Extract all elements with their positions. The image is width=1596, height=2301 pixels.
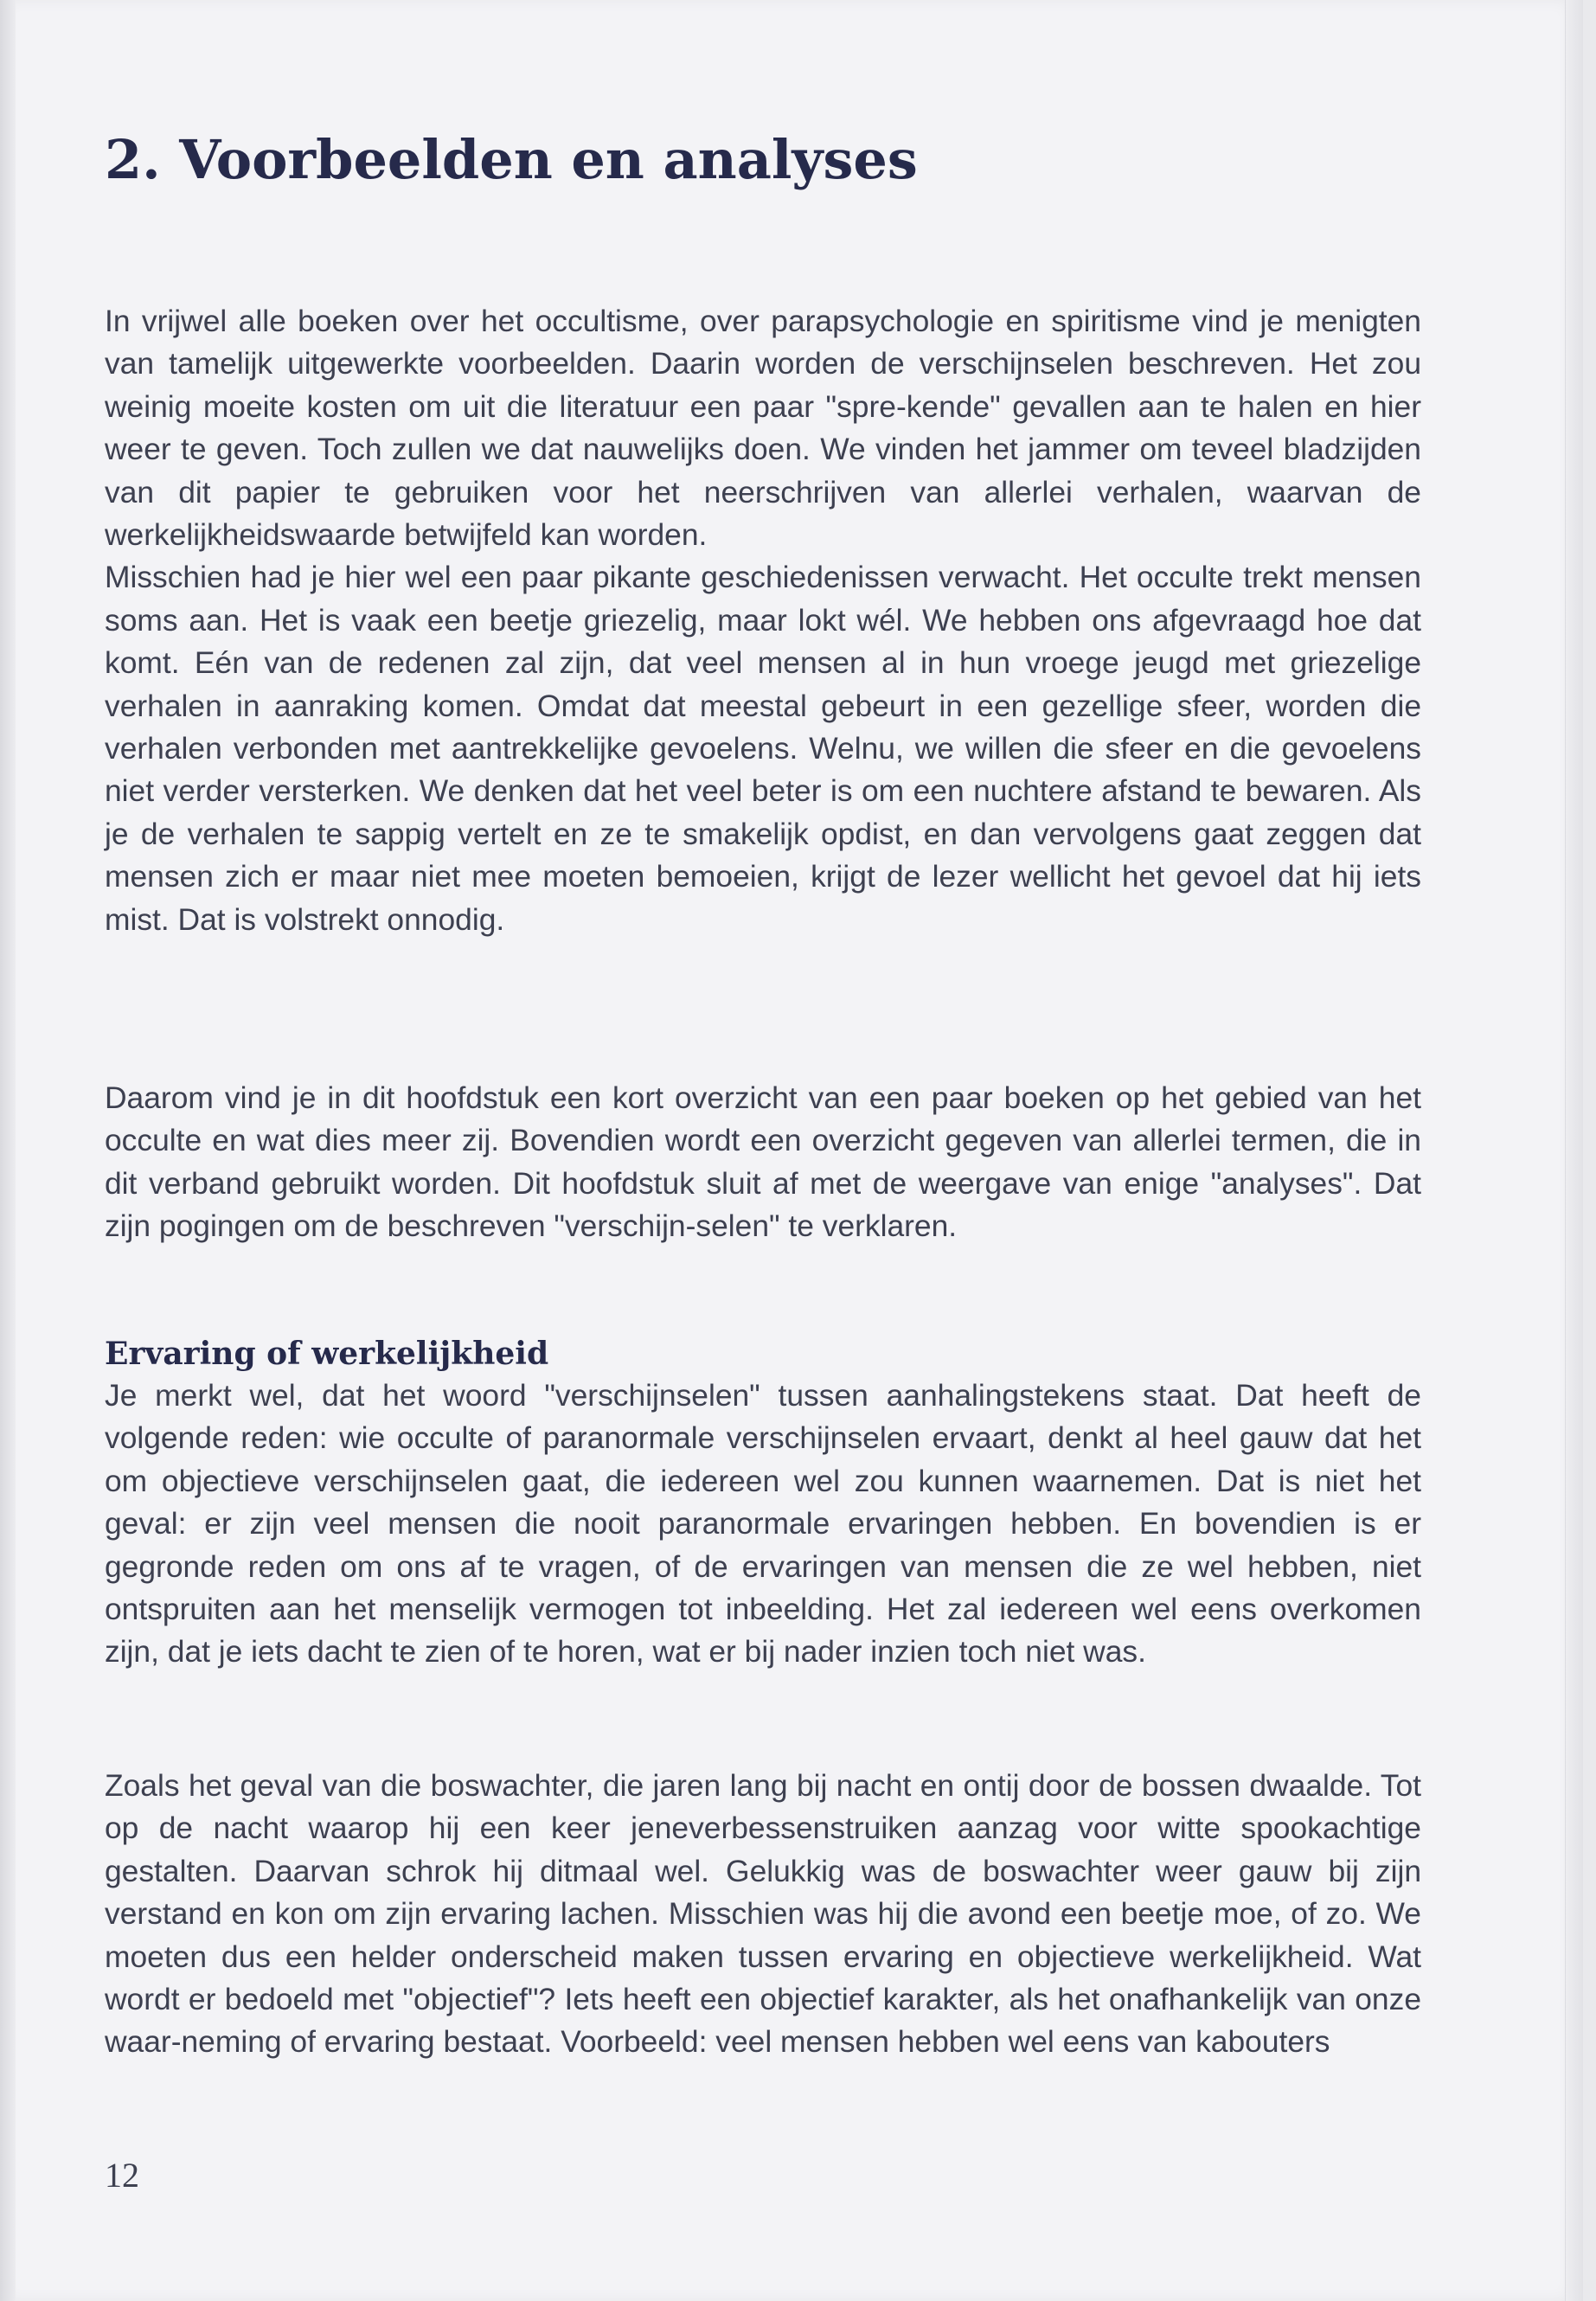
overview-text-block — [105, 1077, 1421, 1248]
chapter-title: 2. Voorbeelden en analyses — [105, 128, 918, 191]
paragraph-2: Misschien had je hier wel een paar pikante geschiedenissen verwacht. Het occulte trekt mensen soms aan. Het is vaak een beetje griezelig, maar lokt wél. We hebben ons afgevraagd hoe dat komt. Eén van de redenen zal zijn, dat veel mensen al in hun vroege jeugd met griezelige verhalen in aanraking komen. Omdat dat meestal gebeurt in een gezellige sfeer, worden die verhalen verbonden met aantrekkelijke gevoelens. Welnu, we willen die sfeer en die gevoelens niet verder versterken. We denken dat het veel beter is om een nuchtere afstand te bewaren. Als je de verhalen te sappig vertelt en ze te smakelijk opdist, en dan vervolgens gaat zeggen dat mensen zich er maar niet mee moeten bemoeien, krijgt de lezer wellicht het gevoel dat hij iets mist. Dat is volstrekt onnodig. — [105, 560, 1421, 937]
section-heading: Ervaring of werkelijkheid — [105, 1336, 549, 1372]
paragraph-4: Je merkt wel, dat het woord "verschijnselen" tussen aanhalingstekens staat. Dat heeft de volgende reden: wie occulte of paranormale verschijnselen ervaart, denkt al heel gauw dat het om objectieve verschijnselen gaat, die iedereen wel zou kunnen waarnemen. Dat is niet het geval: er zijn veel mensen die nooit paranormale ervaringen hebben. En bovendien is er gegronde reden om ons af te vragen, of de ervaringen van mensen die ze wel hebben, niet ontspruiten aan het menselijk vermogen tot inbeelding. Het zal iedereen wel eens overkomen zijn, dat je iets dacht te zien of te horen, wat er bij nader inzien toch niet was. — [105, 1378, 1421, 1670]
paragraph-5: Zoals het geval van die boswachter, die jaren lang bij nacht en ontij door de bossen dwaalde. Tot op de nacht waarop hij een keer jeneverbessenstruiken aanzag voor witte spookachtige gestalten. Daarvan schrok hij ditmaal wel. Gelukkig was de boswachter weer gauw bij zijn verstand en kon om zijn ervaring lachen. Misschien was hij die avond een beetje moe, of zo. We moeten dus een helder onderscheid maken tussen ervaring en objectieve werkelijkheid. Wat wordt er bedoeld met "objectief"? Iets heeft een objectief karakter, als het onafhankelijk van onze waar-neming of ervaring bestaat. Voorbeeld: veel mensen hebben wel eens van kabouters — [105, 1768, 1421, 2060]
paragraph-1: In vrijwel alle boeken over het occultisme, over parapsychologie en spiritisme vind je menigten van tamelijk uitgewerkte voorbeelden. Daarin worden de verschijnselen beschreven. Het zou weinig moeite kosten om uit die literatuur een paar "spre-kende" gevallen aan te halen en hier weer te geven. Toch zullen we dat nauwelijks doen. We vinden het jammer om teveel bladzijden van dit papier te gebruiken voor het neerschrijven van allerlei verhalen, waarvan de werkelijkheidswaarde betwijfeld kan worden. — [105, 304, 1421, 553]
paragraph-3: Daarom vind je in dit hoofdstuk een kort overzicht van een paar boeken op het gebied van het occulte en wat dies meer zij. Bovendien wordt een overzicht gegeven van allerlei termen, die in dit verband gebruikt worden. Dit hoofdstuk sluit af met de weergave van enige "analyses". Dat zijn pogingen om de beschreven "verschijn-selen" te verklaren. — [105, 1080, 1421, 1244]
page-right-edge — [1565, 0, 1583, 2301]
page-left-edge — [0, 0, 16, 2301]
page-number: 12 — [105, 2156, 139, 2195]
example-text-block — [105, 1765, 1421, 2064]
section-text-block — [105, 1375, 1421, 1674]
book-page — [16, 0, 1583, 2301]
intro-text-block — [105, 300, 1421, 941]
